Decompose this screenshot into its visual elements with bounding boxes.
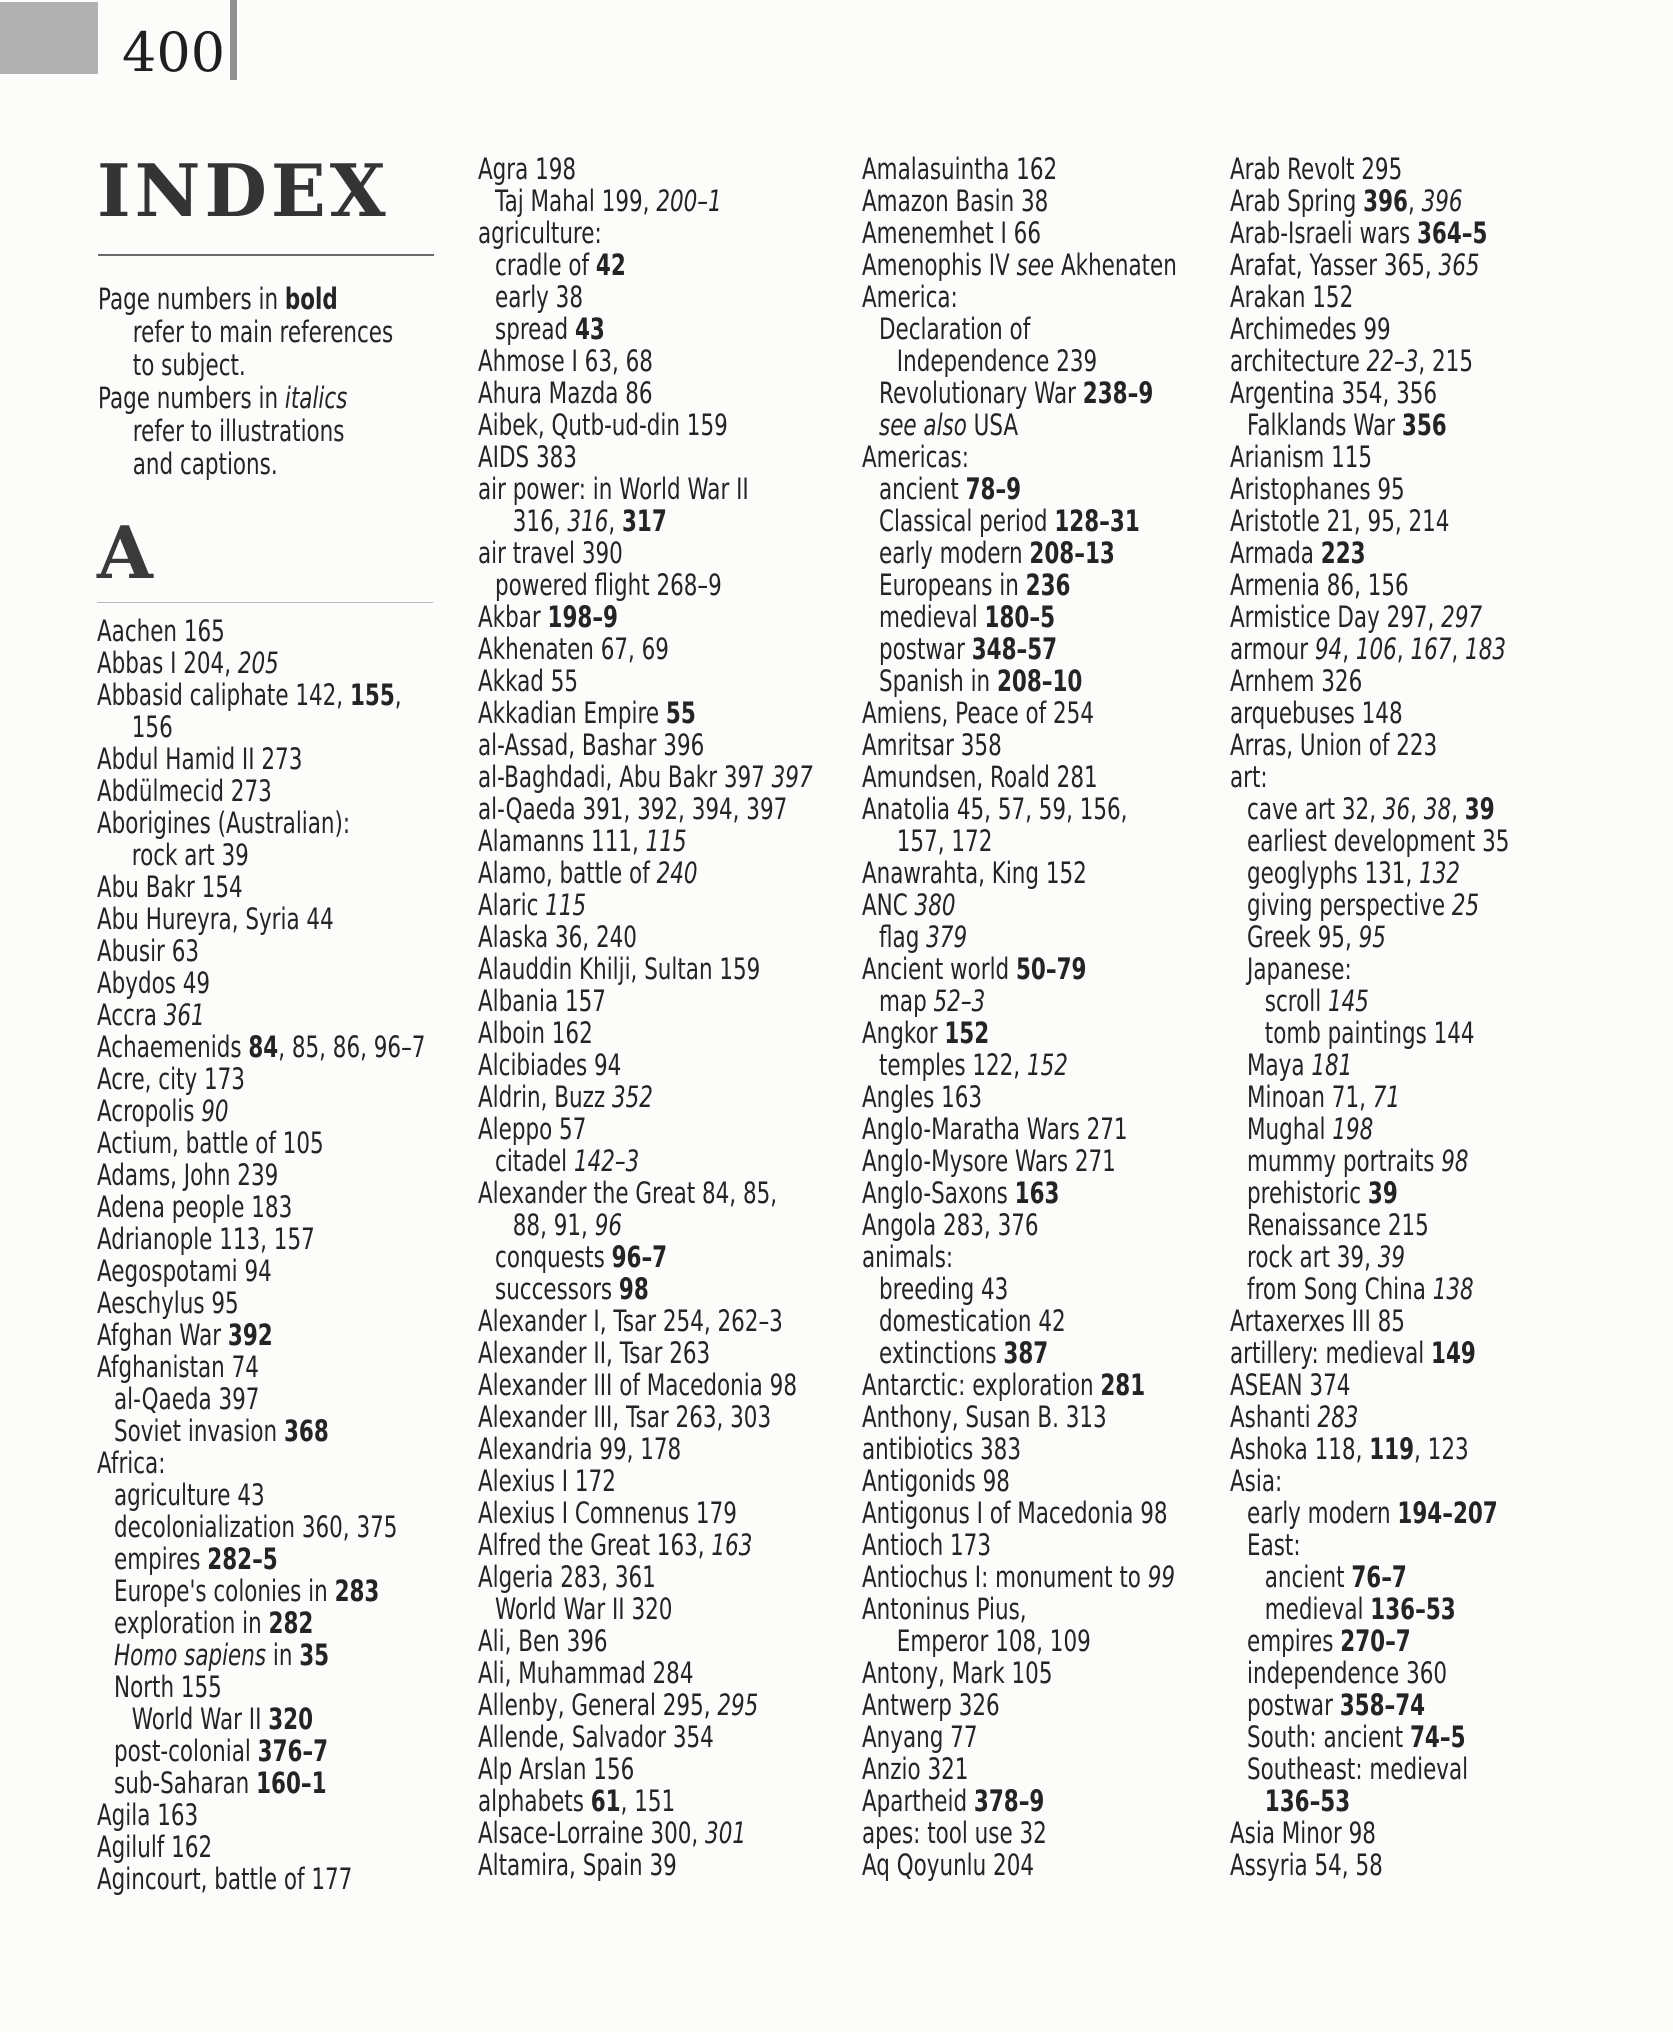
index-entry-line: Minoan 71, 71	[1247, 1080, 1401, 1114]
index-entry-line: Amenemhet I 66	[862, 216, 1041, 250]
index-entry-line: Independence 239	[896, 344, 1098, 378]
index-entry-line: Anatolia 45, 57, 59, 156,	[862, 792, 1128, 826]
index-entry-line: Alexius I 172	[478, 1464, 616, 1498]
index-entry-line: tomb paintings 144	[1264, 1016, 1475, 1050]
page-number: 400	[122, 21, 226, 84]
index-entry-line: Amalasuintha 162	[862, 152, 1058, 186]
intro-line: and captions.	[132, 447, 278, 481]
index-entry-line: agriculture 43	[114, 1478, 265, 1512]
page-title: INDEX	[97, 148, 390, 233]
index-entry-line: Armenia 86, 156	[1230, 568, 1409, 602]
index-entry-line: Alexander III of Macedonia 98	[478, 1368, 797, 1402]
index-entry-line: Antony, Mark 105	[862, 1656, 1053, 1690]
index-entry-line: artillery: medieval 149	[1230, 1336, 1476, 1370]
index-entry-line: Amazon Basin 38	[862, 184, 1049, 218]
index-entry-line: Alexander III, Tsar 263, 303	[478, 1400, 772, 1434]
index-entry-line: Angles 163	[862, 1080, 983, 1114]
index-entry-line: Alamanns 111, 115	[478, 824, 687, 858]
index-entry-line: Declaration of	[879, 312, 1031, 346]
index-entry-line: South: ancient 74–5	[1247, 1720, 1466, 1754]
index-entry-line: Arakan 152	[1230, 280, 1354, 314]
index-entry-line: Alamo, battle of 240	[478, 856, 698, 890]
index-entry-line: 316, 316, 317	[512, 504, 667, 538]
index-entry-line: Alaska 36, 240	[478, 920, 637, 954]
index-entry-line: East:	[1247, 1528, 1301, 1562]
index-entry-line: from Song China 138	[1247, 1272, 1474, 1306]
intro-line: refer to illustrations	[132, 414, 345, 448]
index-entry-line: Allende, Salvador 354	[478, 1720, 714, 1754]
index-entry-line: Antwerp 326	[862, 1688, 1000, 1722]
index-entry-line: Renaissance 215	[1247, 1208, 1429, 1242]
index-entry-line: Taj Mahal 199, 200–1	[495, 184, 722, 218]
index-entry-line: independence 360	[1247, 1656, 1448, 1690]
index-entry-line: Aborigines (Australian):	[97, 806, 351, 840]
index-entry-line: sub-Saharan 160–1	[114, 1766, 327, 1800]
index-entry-line: exploration in 282	[114, 1606, 314, 1640]
index-entry-line: Adena people 183	[97, 1190, 293, 1224]
index-entry-line: 156	[131, 710, 173, 744]
index-entry-line: geoglyphs 131, 132	[1247, 856, 1461, 890]
index-entry-line: Actium, battle of 105	[97, 1126, 324, 1160]
intro-line: refer to main references	[132, 315, 394, 349]
index-entry-line: ancient 76–7	[1264, 1560, 1407, 1594]
index-entry-line: architecture 22–3, 215	[1230, 344, 1473, 378]
index-entry-line: rock art 39	[131, 838, 249, 872]
index-entry-line: Revolutionary War 238–9	[879, 376, 1154, 410]
index-entry-line: Alexius I Comnenus 179	[478, 1496, 737, 1530]
index-entry-line: Afghanistan 74	[97, 1350, 259, 1384]
index-entry-line: Ali, Muhammad 284	[478, 1656, 694, 1690]
header-divider	[230, 0, 237, 80]
index-entry-line: Allenby, General 295, 295	[478, 1688, 759, 1722]
index-entry-line: Alauddin Khilji, Sultan 159	[478, 952, 761, 986]
index-entry-line: mummy portraits 98	[1247, 1144, 1469, 1178]
index-entry-line: Abbas I 204, 205	[97, 646, 279, 680]
intro-line: to subject.	[132, 348, 246, 382]
index-entry-line: Antiochus I: monument to 99	[862, 1560, 1176, 1594]
title-rule	[98, 254, 434, 256]
index-entry-line: Angola 283, 376	[862, 1208, 1039, 1242]
index-entry-line: Alaric 115	[478, 888, 587, 922]
index-entry-line: Alboin 162	[478, 1016, 593, 1050]
index-entry-line: Arafat, Yasser 365, 365	[1230, 248, 1480, 282]
index-entry-line: Aeschylus 95	[97, 1286, 239, 1320]
index-entry-line: Anglo-Mysore Wars 271	[862, 1144, 1116, 1178]
index-entry-line: Alp Arslan 156	[478, 1752, 635, 1786]
index-entry-line: Abydos 49	[97, 966, 211, 1000]
index-entry-line: Algeria 283, 361	[478, 1560, 656, 1594]
index-entry-line: Afghan War 392	[97, 1318, 273, 1352]
index-entry-line: cave art 32, 36, 38, 39	[1247, 792, 1495, 826]
index-entry-line: Arab Spring 396, 396	[1230, 184, 1463, 218]
index-entry-line: Akkadian Empire 55	[478, 696, 696, 730]
index-entry-line: Homo sapiens in 35	[114, 1638, 330, 1672]
index-entry-line: Arab-Israeli wars 364–5	[1230, 216, 1488, 250]
index-entry-line: North 155	[114, 1670, 222, 1704]
index-entry-line: Spanish in 208–10	[879, 664, 1083, 698]
index-entry-line: Amundsen, Roald 281	[862, 760, 1098, 794]
index-entry-line: al-Baghdadi, Abu Bakr 397 397	[478, 760, 813, 794]
index-entry-line: post-colonial 376–7	[114, 1734, 329, 1768]
index-entry-line: empires 282–5	[114, 1542, 278, 1576]
index-entry-line: giving perspective 25	[1247, 888, 1480, 922]
index-entry-line: scroll 145	[1264, 984, 1369, 1018]
index-entry-line: alphabets 61, 151	[478, 1784, 676, 1818]
index-entry-line: animals:	[862, 1240, 954, 1274]
index-entry-line: Alexander II, Tsar 263	[478, 1336, 711, 1370]
index-entry-line: Southeast: medieval	[1247, 1752, 1469, 1786]
index-entry-line: Akkad 55	[478, 664, 579, 698]
index-entry-line: flag 379	[879, 920, 968, 954]
index-column-4	[1230, 153, 1673, 1881]
index-entry-line: Abu Bakr 154	[97, 870, 243, 904]
index-entry-line: Antigonids 98	[862, 1464, 1010, 1498]
index-entry-line: Americas:	[862, 440, 969, 474]
index-entry-line: Ashanti 283	[1230, 1400, 1359, 1434]
section-letter: A	[97, 510, 153, 595]
index-entry-line: earliest development 35	[1247, 824, 1510, 858]
index-entry-line: Soviet invasion 368	[114, 1414, 329, 1448]
index-entry-line: Aleppo 57	[478, 1112, 587, 1146]
index-entry-line: Alsace-Lorraine 300, 301	[478, 1816, 747, 1850]
index-entry-line: Altamira, Spain 39	[478, 1848, 677, 1882]
index-entry-line: al-Assad, Bashar 396	[478, 728, 705, 762]
index-entry-line: 157, 172	[896, 824, 993, 858]
index-entry-line: Abusir 63	[97, 934, 200, 968]
index-entry-line: see also USA	[879, 408, 1019, 442]
index-entry-line: early modern 194–207	[1247, 1496, 1498, 1530]
index-entry-line: al-Qaeda 391, 392, 394, 397	[478, 792, 788, 826]
index-entry-line: Abbasid caliphate 142, 155,	[97, 678, 402, 712]
index-entry-line: Agila 163	[97, 1798, 199, 1832]
index-entry-line: Aristotle 21, 95, 214	[1230, 504, 1450, 538]
index-entry-line: Argentina 354, 356	[1230, 376, 1438, 410]
index-entry-line: Achaemenids 84, 85, 86, 96–7	[97, 1030, 426, 1064]
index-entry-line: Akbar 198–9	[478, 600, 618, 634]
index-entry-line: extinctions 387	[879, 1336, 1049, 1370]
index-entry-line: conquests 96–7	[495, 1240, 668, 1274]
index-entry-line: Arab Revolt 295	[1230, 152, 1403, 186]
index-entry-line: Anyang 77	[862, 1720, 978, 1754]
index-entry-line: Alcibiades 94	[478, 1048, 622, 1082]
index-entry-line: powered flight 268–9	[495, 568, 722, 602]
index-entry-line: art:	[1230, 760, 1268, 794]
index-entry-line: Agra 198	[478, 152, 577, 186]
index-entry-line: medieval 180–5	[879, 600, 1056, 634]
index-entry-line: Alexander the Great 84, 85,	[478, 1176, 778, 1210]
index-entry-line: antibiotics 383	[862, 1432, 1021, 1466]
index-entry-line: spread 43	[495, 312, 605, 346]
index-entry-line: Arianism 115	[1230, 440, 1373, 474]
index-entry-line: Africa:	[97, 1446, 166, 1480]
index-entry-line: Abdul Hamid II 273	[97, 742, 303, 776]
index-entry-line: 136–53	[1264, 1784, 1351, 1818]
index-entry-line: Artaxerxes III 85	[1230, 1304, 1405, 1338]
index-entry-line: Japanese:	[1247, 952, 1352, 986]
index-entry-line: Armada 223	[1230, 536, 1366, 570]
index-entry-line: Accra 361	[97, 998, 205, 1032]
index-entry-line: domestication 42	[879, 1304, 1066, 1338]
index-entry-line: decolonialization 360, 375	[114, 1510, 398, 1544]
index-entry-line: al-Qaeda 397	[114, 1382, 260, 1416]
index-entry-line: early modern 208–13	[879, 536, 1115, 570]
index-entry-line: Apartheid 378–9	[862, 1784, 1045, 1818]
index-entry-line: citadel 142–3	[495, 1144, 640, 1178]
index-entry-line: Anglo-Saxons 163	[862, 1176, 1060, 1210]
index-entry-line: Agincourt, battle of 177	[97, 1862, 353, 1896]
index-entry-line: Aibek, Qutb-ud-din 159	[478, 408, 728, 442]
intro-line: Page numbers in bold	[98, 282, 338, 316]
index-entry-line: Alfred the Great 163, 163	[478, 1528, 753, 1562]
index-entry-line: Asia:	[1230, 1464, 1283, 1498]
index-entry-line: Akhenaten 67, 69	[478, 632, 669, 666]
index-entry-line: Archimedes 99	[1230, 312, 1391, 346]
index-entry-line: Ahmose I 63, 68	[478, 344, 653, 378]
index-entry-line: postwar 358–74	[1247, 1688, 1426, 1722]
index-entry-line: Aegospotami 94	[97, 1254, 272, 1288]
index-entry-line: Anawrahta, King 152	[862, 856, 1087, 890]
index-entry-line: Greek 95, 95	[1247, 920, 1386, 954]
index-entry-line: Arnhem 326	[1230, 664, 1363, 698]
intro-lines	[98, 283, 453, 481]
index-entry-line: Agilulf 162	[97, 1830, 213, 1864]
index-entry-line: Asia Minor 98	[1230, 1816, 1376, 1850]
index-entry-line: successors 98	[495, 1272, 649, 1306]
index-entry-line: World War II 320	[131, 1702, 314, 1736]
index-entry-line: prehistoric 39	[1247, 1176, 1398, 1210]
index-entry-line: 88, 91, 96	[512, 1208, 622, 1242]
index-entry-line: Angkor 152	[862, 1016, 990, 1050]
index-entry-line: Albania 157	[478, 984, 606, 1018]
index-entry-line: rock art 39, 39	[1247, 1240, 1406, 1274]
index-entry-line: World War II 320	[495, 1592, 673, 1626]
index-entry-line: ANC 380	[862, 888, 956, 922]
index-entry-line: Mughal 198	[1247, 1112, 1374, 1146]
index-entry-line: breeding 43	[879, 1272, 1009, 1306]
index-entry-line: Maya 181	[1247, 1048, 1353, 1082]
index-entry-line: medieval 136–53	[1264, 1592, 1456, 1626]
index-entry-line: Acre, city 173	[97, 1062, 245, 1096]
index-entry-line: armour 94, 106, 167, 183	[1230, 632, 1507, 666]
index-entry-line: Emperor 108, 109	[896, 1624, 1091, 1658]
index-entry-line: Ahura Mazda 86	[478, 376, 653, 410]
index-entry-line: Ancient world 50–79	[862, 952, 1087, 986]
index-entry-line: Amenophis IV see Akhenaten	[862, 248, 1177, 282]
index-entry-line: early 38	[495, 280, 583, 314]
index-entry-line: Anglo-Maratha Wars 271	[862, 1112, 1128, 1146]
page-corner-tab	[0, 2, 98, 74]
index-entry-line: Aachen 165	[97, 614, 225, 648]
index-entry-line: Assyria 54, 58	[1230, 1848, 1383, 1882]
index-entry-line: Abdülmecid 273	[97, 774, 272, 808]
index-entry-line: air travel 390	[478, 536, 623, 570]
index-entry-line: Amiens, Peace of 254	[862, 696, 1095, 730]
index-entry-line: Arras, Union of 223	[1230, 728, 1438, 762]
index-entry-line: Classical period 128–31	[879, 504, 1140, 538]
index-entry-line: Ashoka 118, 119, 123	[1230, 1432, 1469, 1466]
index-entry-line: Antoninus Pius,	[862, 1592, 1027, 1626]
index-entry-line: air power: in World War II	[478, 472, 749, 506]
index-entry-line: postwar 348–57	[879, 632, 1058, 666]
index-entry-line: cradle of 42	[495, 248, 626, 282]
index-entry-line: Anthony, Susan B. 313	[862, 1400, 1107, 1434]
index-entry-line: Ali, Ben 396	[478, 1624, 608, 1658]
index-entry-line: Amritsar 358	[862, 728, 1002, 762]
index-entry-line: Adams, John 239	[97, 1158, 279, 1192]
index-entry-line: empires 270–7	[1247, 1624, 1411, 1658]
index-entry-line: Antarctic: exploration 281	[862, 1368, 1146, 1402]
index-entry-line: Aldrin, Buzz 352	[478, 1080, 653, 1114]
index-entry-line: Europe's colonies in 283	[114, 1574, 380, 1608]
index-entry-line: Armistice Day 297, 297	[1230, 600, 1483, 634]
index-entry-line: Antioch 173	[862, 1528, 991, 1562]
index-entry-line: Europeans in 236	[879, 568, 1071, 602]
index-entry-line: Falklands War 356	[1247, 408, 1447, 442]
index-entry-line: Antigonus I of Macedonia 98	[862, 1496, 1168, 1530]
index-entry-line: Abu Hureyra, Syria 44	[97, 902, 334, 936]
index-entry-line: apes: tool use 32	[862, 1816, 1047, 1850]
index-entry-line: ASEAN 374	[1230, 1368, 1351, 1402]
index-entry-line: Adrianople 113, 157	[97, 1222, 315, 1256]
index-entry-line: map 52–3	[879, 984, 986, 1018]
index-entry-line: arquebuses 148	[1230, 696, 1403, 730]
index-entry-line: ancient 78–9	[879, 472, 1022, 506]
index-entry-line: temples 122, 152	[879, 1048, 1068, 1082]
section-letter-rule	[97, 602, 433, 603]
index-entry-line: AIDS 383	[478, 440, 577, 474]
intro-line: Page numbers in italics	[98, 381, 348, 415]
index-entry-line: Aq Qoyunlu 204	[862, 1848, 1035, 1882]
index-entry-line: Anzio 321	[862, 1752, 969, 1786]
index-entry-line: Acropolis 90	[97, 1094, 229, 1128]
index-entry-line: Aristophanes 95	[1230, 472, 1405, 506]
index-entry-line: America:	[862, 280, 958, 314]
index-entry-line: Alexandria 99, 178	[478, 1432, 682, 1466]
index-entry-line: agriculture:	[478, 216, 602, 250]
index-entry-line: Alexander I, Tsar 254, 262–3	[478, 1304, 783, 1338]
